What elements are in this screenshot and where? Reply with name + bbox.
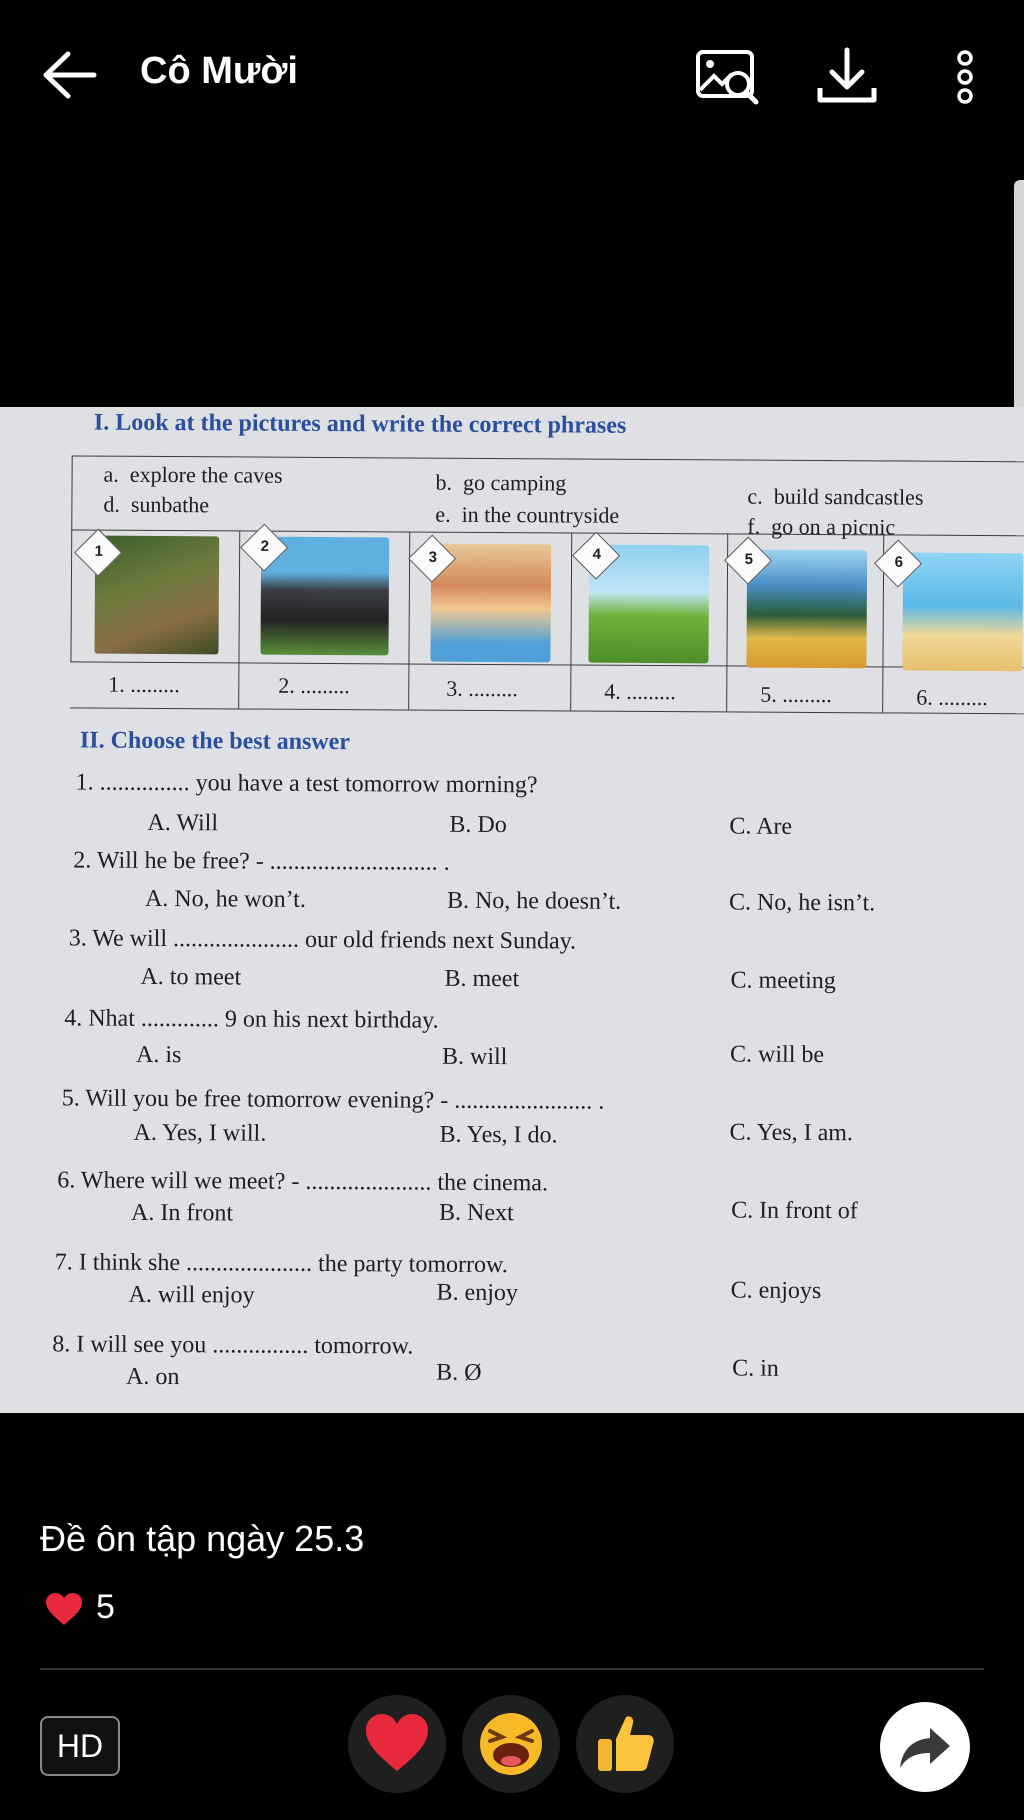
- question-6: 6. Where will we meet? - ..................... the cinema.: [57, 1167, 549, 1197]
- option-a: A. to meet: [140, 963, 242, 991]
- question-7: 7. I think she ..................... the party tomorrow.: [54, 1249, 508, 1279]
- reaction-summary[interactable]: [44, 1588, 115, 1627]
- option-c: C. In front of: [731, 1197, 858, 1225]
- option-a: A. No, he won’t.: [144, 885, 306, 913]
- thumbs-up-icon: [590, 1709, 660, 1779]
- option-b: B. Do: [449, 811, 507, 839]
- phrase-e: e. in the countryside: [435, 501, 620, 528]
- post-caption: Đề ôn tập ngày 25.3: [40, 1518, 365, 1559]
- table-divider: [70, 707, 1024, 714]
- option-c: C. will be: [729, 1041, 825, 1069]
- image-search-icon[interactable]: [694, 44, 764, 110]
- worksheet: [0, 407, 1024, 1413]
- question-5: 5. Will you be free tomorrow evening? - ....................... .: [61, 1085, 605, 1115]
- option-a: A. will enjoy: [128, 1281, 255, 1309]
- question-2: 2. Will he be free? - ............................ .: [73, 847, 450, 876]
- love-reaction-button[interactable]: [348, 1695, 446, 1793]
- heart-icon: [362, 1709, 432, 1779]
- picture-number-badge: 3: [408, 535, 456, 583]
- heart-icon: [44, 1591, 84, 1627]
- back-arrow-icon[interactable]: [40, 48, 100, 102]
- answer-blank: 5. .........: [760, 681, 832, 708]
- like-reaction-button[interactable]: [576, 1695, 674, 1793]
- more-vertical-icon[interactable]: [950, 44, 980, 110]
- answer-blank: 3. .........: [446, 675, 518, 702]
- option-a: A. Yes, I will.: [133, 1119, 267, 1147]
- answer-blank: 2. .........: [278, 672, 350, 699]
- phrase-a: a. explore the caves: [103, 461, 283, 488]
- answer-blank: 6. .........: [916, 684, 988, 711]
- option-c: C. in: [732, 1355, 779, 1382]
- phrase-c: c. build sandcastles: [747, 483, 924, 510]
- option-a: A. is: [135, 1041, 182, 1069]
- option-b: B. Ø: [436, 1359, 482, 1386]
- question-1: 1. ............... you have a test tomorrow morning?: [75, 769, 538, 799]
- option-c: C. Yes, I am.: [729, 1119, 854, 1147]
- section-1-title: I. Look at the pictures and write the correct phrases: [93, 409, 627, 439]
- post-photo[interactable]: [0, 407, 1024, 1413]
- download-icon[interactable]: [812, 44, 882, 110]
- question-8: 8. I will see you ................ tomorrow.: [52, 1331, 414, 1360]
- picture-number-badge: 6: [874, 539, 922, 587]
- option-a: A. on: [125, 1363, 180, 1391]
- phrase-f: f. go on a picnic: [747, 513, 896, 540]
- option-c: C. meeting: [730, 967, 836, 995]
- picture-number-badge: 1: [74, 529, 122, 577]
- option-b: B. No, he doesn’t.: [446, 887, 622, 915]
- laugh-icon: [476, 1709, 546, 1779]
- share-button[interactable]: [880, 1702, 970, 1792]
- answer-blank: 1. .........: [108, 671, 180, 698]
- question-3: 3. We will ..................... our old friends next Sunday.: [68, 925, 577, 955]
- option-b: B. enjoy: [436, 1279, 519, 1307]
- picture-sandcastles: [902, 553, 1023, 672]
- hd-toggle-button[interactable]: HD: [40, 1716, 120, 1776]
- phrase-d: d. sunbathe: [103, 491, 210, 518]
- like-count: 5: [96, 1588, 115, 1626]
- option-b: B. Next: [439, 1199, 514, 1227]
- top-bar: [0, 0, 1024, 150]
- divider: [40, 1668, 984, 1670]
- option-b: B. Yes, I do.: [439, 1121, 558, 1149]
- question-4: 4. Nhat ............. 9 on his next birthday.: [64, 1005, 439, 1034]
- phrase-b: b. go camping: [435, 469, 567, 496]
- page-title: Cô Mười: [140, 50, 298, 92]
- picture-number-badge: 2: [240, 524, 288, 572]
- option-b: B. will: [441, 1043, 508, 1071]
- option-a: A. Will: [147, 809, 219, 837]
- share-icon: [880, 1702, 970, 1792]
- option-b: B. meet: [444, 965, 520, 993]
- haha-reaction-button[interactable]: [462, 1695, 560, 1793]
- option-a: A. In front: [131, 1199, 234, 1227]
- answer-blank: 4. .........: [604, 678, 676, 705]
- option-c: C. Are: [729, 813, 793, 840]
- option-c: C. No, he isn’t.: [728, 889, 876, 917]
- section-2-title: II. Choose the best answer: [79, 727, 351, 756]
- picture-number-badge: 5: [724, 537, 772, 585]
- picture-number-badge: 4: [572, 532, 620, 580]
- option-c: C. enjoys: [730, 1277, 822, 1305]
